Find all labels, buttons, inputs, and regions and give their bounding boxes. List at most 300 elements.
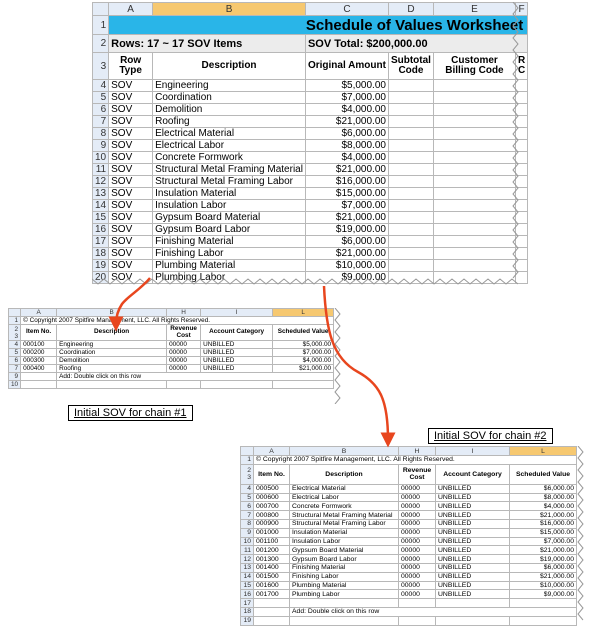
cell-original-amount[interactable]: $9,000.00 bbox=[305, 272, 388, 284]
cell-revenue-cost[interactable]: 00000 bbox=[167, 341, 201, 349]
cell-f[interactable] bbox=[515, 248, 527, 260]
cell-customer-billing-code[interactable] bbox=[433, 104, 515, 116]
column-header-a[interactable]: A bbox=[109, 3, 153, 16]
cell-scheduled-value[interactable]: $5,000.00 bbox=[273, 341, 334, 349]
cell-customer-billing-code[interactable] bbox=[433, 116, 515, 128]
cell-customer-billing-code[interactable] bbox=[433, 128, 515, 140]
row-number[interactable]: 16 bbox=[241, 590, 254, 599]
cell-item-no[interactable]: 001300 bbox=[254, 555, 290, 564]
column-header-f[interactable]: F bbox=[515, 3, 527, 16]
table-row bbox=[93, 224, 528, 236]
header-account-category[interactable]: Account Category bbox=[436, 464, 510, 484]
cell-revenue-cost[interactable]: 00000 bbox=[399, 590, 436, 599]
column-header-l[interactable]: L bbox=[273, 309, 334, 317]
cell-description[interactable]: Gypsum Board Labor bbox=[153, 224, 306, 236]
cell-description[interactable]: Concrete Formwork bbox=[153, 152, 306, 164]
header-description[interactable]: Description bbox=[290, 464, 399, 484]
column-header-e[interactable]: E bbox=[433, 3, 515, 16]
cell-customer-billing-code[interactable] bbox=[433, 152, 515, 164]
cell-row-type[interactable]: SOV bbox=[109, 128, 153, 140]
cell-revenue-cost[interactable]: 00000 bbox=[399, 581, 436, 590]
column-header-i[interactable]: I bbox=[436, 447, 510, 456]
cell-original-amount[interactable]: $7,000.00 bbox=[305, 200, 388, 212]
cell-description[interactable]: Finishing Material bbox=[290, 563, 399, 572]
cell-scheduled-value[interactable]: $21,000.00 bbox=[510, 511, 577, 520]
cell-description[interactable]: Plumbing Labor bbox=[153, 272, 306, 284]
cell-scheduled-value[interactable]: $9,000.00 bbox=[510, 590, 577, 599]
cell-item-no[interactable]: 001700 bbox=[254, 590, 290, 599]
header-revenue-cost[interactable]: Revenue Cost bbox=[167, 325, 201, 341]
cell-account-category[interactable]: UNBILLED bbox=[436, 572, 510, 581]
cell-row-type[interactable]: SOV bbox=[109, 176, 153, 188]
cell-description[interactable]: Plumbing Material bbox=[290, 581, 399, 590]
cell-scheduled-value[interactable]: $6,000.00 bbox=[510, 484, 577, 493]
cell-row-type[interactable]: SOV bbox=[109, 200, 153, 212]
column-header-c[interactable]: C bbox=[305, 3, 388, 16]
cell[interactable] bbox=[510, 616, 577, 625]
cell-account-category[interactable]: UNBILLED bbox=[436, 519, 510, 528]
cell-account-category[interactable]: UNBILLED bbox=[436, 537, 510, 546]
cell-f[interactable] bbox=[515, 236, 527, 248]
cell[interactable] bbox=[290, 616, 399, 625]
cell-subtotal-code[interactable] bbox=[388, 92, 433, 104]
cell-subtotal-code[interactable] bbox=[388, 140, 433, 152]
cell-revenue-cost[interactable]: 00000 bbox=[399, 546, 436, 555]
cell-account-category[interactable]: UNBILLED bbox=[436, 493, 510, 502]
column-header-d[interactable]: D bbox=[388, 3, 433, 16]
add-row-hint[interactable]: Add: Double click on this row bbox=[57, 373, 334, 381]
cell-description[interactable]: Insulation Labor bbox=[290, 537, 399, 546]
torn-edge-right-chain2 bbox=[576, 446, 584, 622]
copyright-row bbox=[241, 456, 577, 465]
cell-f[interactable] bbox=[515, 128, 527, 140]
row-number[interactable]: 15 bbox=[241, 581, 254, 590]
column-header-b[interactable]: B bbox=[290, 447, 399, 456]
row-number[interactable]: 6 bbox=[241, 502, 254, 511]
cell-item-no[interactable]: 001500 bbox=[254, 572, 290, 581]
chain2-sheet bbox=[240, 446, 577, 626]
row-number[interactable]: 16 bbox=[93, 224, 109, 236]
cell-subtotal-code[interactable] bbox=[388, 260, 433, 272]
cell-revenue-cost[interactable]: 00000 bbox=[167, 357, 201, 365]
cell-f[interactable] bbox=[515, 212, 527, 224]
cell-customer-billing-code[interactable] bbox=[433, 260, 515, 272]
cell-item-no[interactable]: 000700 bbox=[254, 502, 290, 511]
cell-f[interactable] bbox=[515, 200, 527, 212]
cell-description[interactable]: Gypsum Board Labor bbox=[290, 555, 399, 564]
row-number[interactable]: 20 bbox=[93, 272, 109, 284]
cell-revenue-cost[interactable]: 00000 bbox=[399, 484, 436, 493]
row-number[interactable]: 3 bbox=[93, 53, 109, 80]
cell-original-amount[interactable]: $8,000.00 bbox=[305, 140, 388, 152]
cell-row-type[interactable]: SOV bbox=[109, 140, 153, 152]
cell-revenue-cost[interactable]: 00000 bbox=[399, 511, 436, 520]
header-scheduled-value[interactable]: Scheduled Value bbox=[510, 464, 577, 484]
row-number[interactable]: 13 bbox=[93, 188, 109, 200]
cell-f[interactable] bbox=[515, 272, 527, 284]
select-all-corner[interactable] bbox=[9, 309, 21, 317]
cell-row-type[interactable]: SOV bbox=[109, 164, 153, 176]
cell-f[interactable] bbox=[515, 152, 527, 164]
cell-original-amount[interactable]: $21,000.00 bbox=[305, 248, 388, 260]
cell-scheduled-value[interactable]: $8,000.00 bbox=[510, 493, 577, 502]
cell-item-no[interactable]: 000200 bbox=[21, 349, 57, 357]
cell[interactable] bbox=[254, 616, 290, 625]
cell-customer-billing-code[interactable] bbox=[433, 272, 515, 284]
add-row-hint[interactable]: Add: Double click on this row bbox=[290, 607, 577, 616]
cell-f[interactable] bbox=[515, 104, 527, 116]
cell-description[interactable]: Concrete Formwork bbox=[290, 502, 399, 511]
cell-item-no[interactable]: 000900 bbox=[254, 519, 290, 528]
row-number[interactable]: 14 bbox=[93, 200, 109, 212]
cell-account-category[interactable]: UNBILLED bbox=[436, 581, 510, 590]
copyright-text: © Copyright 2007 Spitfire Management, LLC. All Rights Reserved. bbox=[21, 317, 334, 325]
cell-description[interactable]: Electrical Labor bbox=[290, 493, 399, 502]
row-number[interactable]: 14 bbox=[241, 572, 254, 581]
row-number[interactable]: 9 bbox=[9, 373, 21, 381]
cell-revenue-cost[interactable]: 00000 bbox=[399, 555, 436, 564]
cell-item-no[interactable]: 001600 bbox=[254, 581, 290, 590]
cell[interactable] bbox=[399, 599, 436, 608]
row-number[interactable]: 11 bbox=[93, 164, 109, 176]
row-number[interactable]: 2 3 bbox=[9, 325, 21, 341]
cell[interactable] bbox=[273, 381, 334, 389]
column-header-b[interactable]: B bbox=[153, 3, 306, 16]
cell-row-type[interactable]: SOV bbox=[109, 152, 153, 164]
cell-revenue-cost[interactable]: 00000 bbox=[399, 563, 436, 572]
cell-account-category[interactable]: UNBILLED bbox=[436, 590, 510, 599]
row-number[interactable]: 10 bbox=[241, 537, 254, 546]
cell[interactable] bbox=[201, 381, 273, 389]
column-header-h[interactable]: H bbox=[399, 447, 436, 456]
row-number[interactable]: 7 bbox=[93, 116, 109, 128]
cell-revenue-cost[interactable]: 00000 bbox=[399, 502, 436, 511]
header-row-type[interactable]: Row Type bbox=[109, 53, 153, 80]
cell-description[interactable]: Structural Metal Framing Material bbox=[153, 164, 306, 176]
cell-scheduled-value[interactable]: $7,000.00 bbox=[273, 349, 334, 357]
cell-description[interactable]: Insulation Material bbox=[153, 188, 306, 200]
cell-subtotal-code[interactable] bbox=[388, 116, 433, 128]
header-customer-billing-code[interactable]: Customer Billing Code bbox=[433, 53, 515, 80]
cell-original-amount[interactable]: $21,000.00 bbox=[305, 164, 388, 176]
cell-revenue-cost[interactable]: 00000 bbox=[399, 537, 436, 546]
header-row bbox=[241, 464, 577, 484]
cell-account-category[interactable]: UNBILLED bbox=[436, 502, 510, 511]
cell-description[interactable]: Structural Metal Framing Labor bbox=[290, 519, 399, 528]
header-scheduled-value[interactable]: Scheduled Value bbox=[273, 325, 334, 341]
cell-subtotal-code[interactable] bbox=[388, 176, 433, 188]
cell-account-category[interactable]: UNBILLED bbox=[436, 528, 510, 537]
cell-row-type[interactable]: SOV bbox=[109, 272, 153, 284]
cell-customer-billing-code[interactable] bbox=[433, 92, 515, 104]
add-row[interactable] bbox=[9, 373, 334, 381]
cell-scheduled-value[interactable]: $6,000.00 bbox=[510, 563, 577, 572]
cell-revenue-cost[interactable]: 00000 bbox=[399, 572, 436, 581]
cell-f[interactable] bbox=[515, 140, 527, 152]
row-number[interactable]: 7 bbox=[9, 365, 21, 373]
cell-scheduled-value[interactable]: $21,000.00 bbox=[273, 365, 334, 373]
cell-row-type[interactable]: SOV bbox=[109, 188, 153, 200]
cell-customer-billing-code[interactable] bbox=[433, 188, 515, 200]
row-number[interactable]: 8 bbox=[241, 519, 254, 528]
cell-customer-billing-code[interactable] bbox=[433, 176, 515, 188]
cell-f[interactable] bbox=[515, 92, 527, 104]
row-number[interactable]: 10 bbox=[9, 381, 21, 389]
cell-description[interactable]: Finishing Labor bbox=[153, 248, 306, 260]
row-number[interactable]: 1 bbox=[9, 317, 21, 325]
cell-customer-billing-code[interactable] bbox=[433, 164, 515, 176]
row-number[interactable]: 17 bbox=[93, 236, 109, 248]
row-number[interactable]: 18 bbox=[93, 248, 109, 260]
select-all-corner[interactable] bbox=[241, 447, 254, 456]
select-all-corner[interactable] bbox=[93, 3, 109, 16]
cell-row-type[interactable]: SOV bbox=[109, 212, 153, 224]
cell[interactable] bbox=[510, 599, 577, 608]
cell-scheduled-value[interactable]: $4,000.00 bbox=[510, 502, 577, 511]
cell-original-amount[interactable]: $4,000.00 bbox=[305, 104, 388, 116]
cell-item-no[interactable]: 001000 bbox=[254, 528, 290, 537]
row-number[interactable]: 1 bbox=[241, 456, 254, 465]
cell-description[interactable]: Demolition bbox=[153, 104, 306, 116]
row-number[interactable]: 4 bbox=[241, 484, 254, 493]
cell-description[interactable]: Structural Metal Framing Labor bbox=[153, 176, 306, 188]
rows-info: Rows: 17 ~ 17 SOV Items bbox=[109, 35, 306, 53]
cell-customer-billing-code[interactable] bbox=[433, 140, 515, 152]
row-number[interactable]: 2 3 bbox=[241, 464, 254, 484]
row-number[interactable]: 12 bbox=[93, 176, 109, 188]
cell-f[interactable] bbox=[515, 188, 527, 200]
cell-row-type[interactable]: SOV bbox=[109, 116, 153, 128]
cell-original-amount[interactable]: $6,000.00 bbox=[305, 236, 388, 248]
cell-row-type[interactable]: SOV bbox=[109, 224, 153, 236]
row-number[interactable]: 11 bbox=[241, 546, 254, 555]
column-header-a[interactable]: A bbox=[254, 447, 290, 456]
cell[interactable] bbox=[21, 381, 57, 389]
cell-f[interactable] bbox=[515, 164, 527, 176]
cell-customer-billing-code[interactable] bbox=[433, 248, 515, 260]
row-number[interactable]: 19 bbox=[93, 260, 109, 272]
column-header-h[interactable]: H bbox=[167, 309, 201, 317]
cell[interactable] bbox=[436, 599, 510, 608]
cell-f[interactable] bbox=[515, 260, 527, 272]
cell-account-category[interactable]: UNBILLED bbox=[436, 555, 510, 564]
row-number[interactable]: 9 bbox=[241, 528, 254, 537]
cell-customer-billing-code[interactable] bbox=[433, 236, 515, 248]
cell-description[interactable]: Plumbing Material bbox=[153, 260, 306, 272]
header-item-no[interactable]: Item No. bbox=[254, 464, 290, 484]
cell[interactable] bbox=[254, 607, 290, 616]
cell-scheduled-value[interactable]: $19,000.00 bbox=[510, 555, 577, 564]
row-number[interactable]: 6 bbox=[93, 104, 109, 116]
cell-description[interactable]: Demolition bbox=[57, 357, 167, 365]
cell-description[interactable]: Electrical Material bbox=[153, 128, 306, 140]
cell-item-no[interactable]: 001100 bbox=[254, 537, 290, 546]
header-description[interactable]: Description bbox=[57, 325, 167, 341]
row-number[interactable]: 9 bbox=[93, 140, 109, 152]
cell-scheduled-value[interactable]: $16,000.00 bbox=[510, 519, 577, 528]
cell-item-no[interactable]: 000800 bbox=[254, 511, 290, 520]
row-number[interactable]: 7 bbox=[241, 511, 254, 520]
cell[interactable] bbox=[21, 373, 57, 381]
cell-scheduled-value[interactable]: $10,000.00 bbox=[510, 581, 577, 590]
cell-row-type[interactable]: SOV bbox=[109, 248, 153, 260]
cell-original-amount[interactable]: $19,000.00 bbox=[305, 224, 388, 236]
cell-subtotal-code[interactable] bbox=[388, 188, 433, 200]
row-number[interactable]: 2 bbox=[93, 35, 109, 53]
cell-description[interactable]: Electrical Material bbox=[290, 484, 399, 493]
cell-original-amount[interactable]: $5,000.00 bbox=[305, 80, 388, 92]
row-number[interactable]: 18 bbox=[241, 607, 254, 616]
column-header-a[interactable]: A bbox=[21, 309, 57, 317]
cell-customer-billing-code[interactable] bbox=[433, 224, 515, 236]
cell-original-amount[interactable]: $16,000.00 bbox=[305, 176, 388, 188]
row-number[interactable]: 5 bbox=[241, 493, 254, 502]
row-number[interactable]: 8 bbox=[93, 128, 109, 140]
row-number[interactable]: 15 bbox=[93, 212, 109, 224]
cell-subtotal-code[interactable] bbox=[388, 248, 433, 260]
cell-row-type[interactable]: SOV bbox=[109, 80, 153, 92]
cell-revenue-cost[interactable]: 00000 bbox=[167, 365, 201, 373]
cell-account-category[interactable]: UNBILLED bbox=[201, 365, 273, 373]
cell-account-category[interactable]: UNBILLED bbox=[201, 357, 273, 365]
row-number[interactable]: 1 bbox=[93, 16, 109, 35]
cell-item-no[interactable]: 001400 bbox=[254, 563, 290, 572]
cell-original-amount[interactable]: $7,000.00 bbox=[305, 92, 388, 104]
cell-scheduled-value[interactable]: $21,000.00 bbox=[510, 572, 577, 581]
cell-subtotal-code[interactable] bbox=[388, 104, 433, 116]
cell-description[interactable]: Gypsum Board Material bbox=[290, 546, 399, 555]
cell-description[interactable]: Engineering bbox=[57, 341, 167, 349]
cell[interactable] bbox=[436, 616, 510, 625]
cell-row-type[interactable]: SOV bbox=[109, 236, 153, 248]
cell-f[interactable] bbox=[515, 224, 527, 236]
cell-scheduled-value[interactable]: $4,000.00 bbox=[273, 357, 334, 365]
cell-original-amount[interactable]: $21,000.00 bbox=[305, 116, 388, 128]
row-number[interactable]: 6 bbox=[9, 357, 21, 365]
cell-description[interactable]: Coordination bbox=[57, 349, 167, 357]
cell-row-type[interactable]: SOV bbox=[109, 260, 153, 272]
cell-description[interactable]: Plumbing Labor bbox=[290, 590, 399, 599]
cell-row-type[interactable]: SOV bbox=[109, 104, 153, 116]
cell-subtotal-code[interactable] bbox=[388, 272, 433, 284]
cell-subtotal-code[interactable] bbox=[388, 152, 433, 164]
cell[interactable] bbox=[290, 599, 399, 608]
cell-item-no[interactable]: 000400 bbox=[21, 365, 57, 373]
cell-description[interactable]: Roofing bbox=[57, 365, 167, 373]
header-revenue-cost[interactable]: Revenue Cost bbox=[399, 464, 436, 484]
cell-scheduled-value[interactable]: $21,000.00 bbox=[510, 546, 577, 555]
header-description[interactable]: Description bbox=[153, 53, 306, 80]
cell[interactable] bbox=[254, 599, 290, 608]
cell-description[interactable]: Engineering bbox=[153, 80, 306, 92]
cell-revenue-cost[interactable]: 00000 bbox=[399, 493, 436, 502]
cell-subtotal-code[interactable] bbox=[388, 128, 433, 140]
cell-account-category[interactable]: UNBILLED bbox=[201, 341, 273, 349]
table-row bbox=[9, 341, 334, 349]
cell[interactable] bbox=[57, 381, 167, 389]
cell-description[interactable]: Electrical Labor bbox=[153, 140, 306, 152]
cell-item-no[interactable]: 000300 bbox=[21, 357, 57, 365]
row-number[interactable]: 19 bbox=[241, 616, 254, 625]
cell-account-category[interactable]: UNBILLED bbox=[436, 484, 510, 493]
cell-customer-billing-code[interactable] bbox=[433, 80, 515, 92]
header-subtotal-code[interactable]: Subtotal Code bbox=[388, 53, 433, 80]
cell-subtotal-code[interactable] bbox=[388, 164, 433, 176]
table-row bbox=[241, 502, 577, 511]
table-row bbox=[93, 92, 528, 104]
cell-original-amount[interactable]: $15,000.00 bbox=[305, 188, 388, 200]
cell-subtotal-code[interactable] bbox=[388, 80, 433, 92]
cell-customer-billing-code[interactable] bbox=[433, 212, 515, 224]
cell-original-amount[interactable]: $4,000.00 bbox=[305, 152, 388, 164]
cell-description[interactable]: Finishing Labor bbox=[290, 572, 399, 581]
cell-description[interactable]: Coordination bbox=[153, 92, 306, 104]
column-header-l[interactable]: L bbox=[510, 447, 577, 456]
cell-subtotal-code[interactable] bbox=[388, 236, 433, 248]
cell-revenue-cost[interactable]: 00000 bbox=[399, 519, 436, 528]
cell-subtotal-code[interactable] bbox=[388, 224, 433, 236]
cell-revenue-cost[interactable]: 00000 bbox=[167, 349, 201, 357]
cell-item-no[interactable]: 000100 bbox=[21, 341, 57, 349]
cell-description[interactable]: Roofing bbox=[153, 116, 306, 128]
cell-description[interactable]: Insulation Material bbox=[290, 528, 399, 537]
row-number[interactable]: 12 bbox=[241, 555, 254, 564]
row-number[interactable]: 5 bbox=[93, 92, 109, 104]
header-account-category[interactable]: Account Category bbox=[201, 325, 273, 341]
cell-subtotal-code[interactable] bbox=[388, 212, 433, 224]
row-number[interactable]: 4 bbox=[93, 80, 109, 92]
header-item-no[interactable]: Item No. bbox=[21, 325, 57, 341]
cell-account-category[interactable]: UNBILLED bbox=[201, 349, 273, 357]
info-row bbox=[93, 35, 528, 53]
cell-description[interactable]: Gypsum Board Material bbox=[153, 212, 306, 224]
cell-account-category[interactable]: UNBILLED bbox=[436, 511, 510, 520]
row-number[interactable]: 5 bbox=[9, 349, 21, 357]
cell-item-no[interactable]: 001200 bbox=[254, 546, 290, 555]
cell-customer-billing-code[interactable] bbox=[433, 200, 515, 212]
cell-subtotal-code[interactable] bbox=[388, 200, 433, 212]
column-header-b[interactable]: B bbox=[57, 309, 167, 317]
row-number[interactable]: 10 bbox=[93, 152, 109, 164]
cell-original-amount[interactable]: $10,000.00 bbox=[305, 260, 388, 272]
cell[interactable] bbox=[167, 381, 201, 389]
cell-description[interactable]: Insulation Labor bbox=[153, 200, 306, 212]
row-number[interactable]: 4 bbox=[9, 341, 21, 349]
cell-revenue-cost[interactable]: 00000 bbox=[399, 528, 436, 537]
cell-original-amount[interactable]: $21,000.00 bbox=[305, 212, 388, 224]
cell-row-type[interactable]: SOV bbox=[109, 92, 153, 104]
cell-item-no[interactable]: 000600 bbox=[254, 493, 290, 502]
cell-item-no[interactable]: 000500 bbox=[254, 484, 290, 493]
cell-description[interactable]: Structural Metal Framing Material bbox=[290, 511, 399, 520]
cell-original-amount[interactable]: $6,000.00 bbox=[305, 128, 388, 140]
add-row[interactable] bbox=[241, 607, 577, 616]
cell-account-category[interactable]: UNBILLED bbox=[436, 563, 510, 572]
cell-f[interactable] bbox=[515, 80, 527, 92]
cell-description[interactable]: Finishing Material bbox=[153, 236, 306, 248]
cell-f[interactable] bbox=[515, 116, 527, 128]
header-original-amount[interactable]: Original Amount bbox=[305, 53, 388, 80]
cell-f[interactable] bbox=[515, 176, 527, 188]
header-f-truncated[interactable]: R C bbox=[515, 53, 527, 80]
row-number[interactable]: 13 bbox=[241, 563, 254, 572]
cell[interactable] bbox=[399, 616, 436, 625]
cell-scheduled-value[interactable]: $7,000.00 bbox=[510, 537, 577, 546]
row-number[interactable]: 17 bbox=[241, 599, 254, 608]
cell-account-category[interactable]: UNBILLED bbox=[436, 546, 510, 555]
column-header-i[interactable]: I bbox=[201, 309, 273, 317]
cell-scheduled-value[interactable]: $15,000.00 bbox=[510, 528, 577, 537]
